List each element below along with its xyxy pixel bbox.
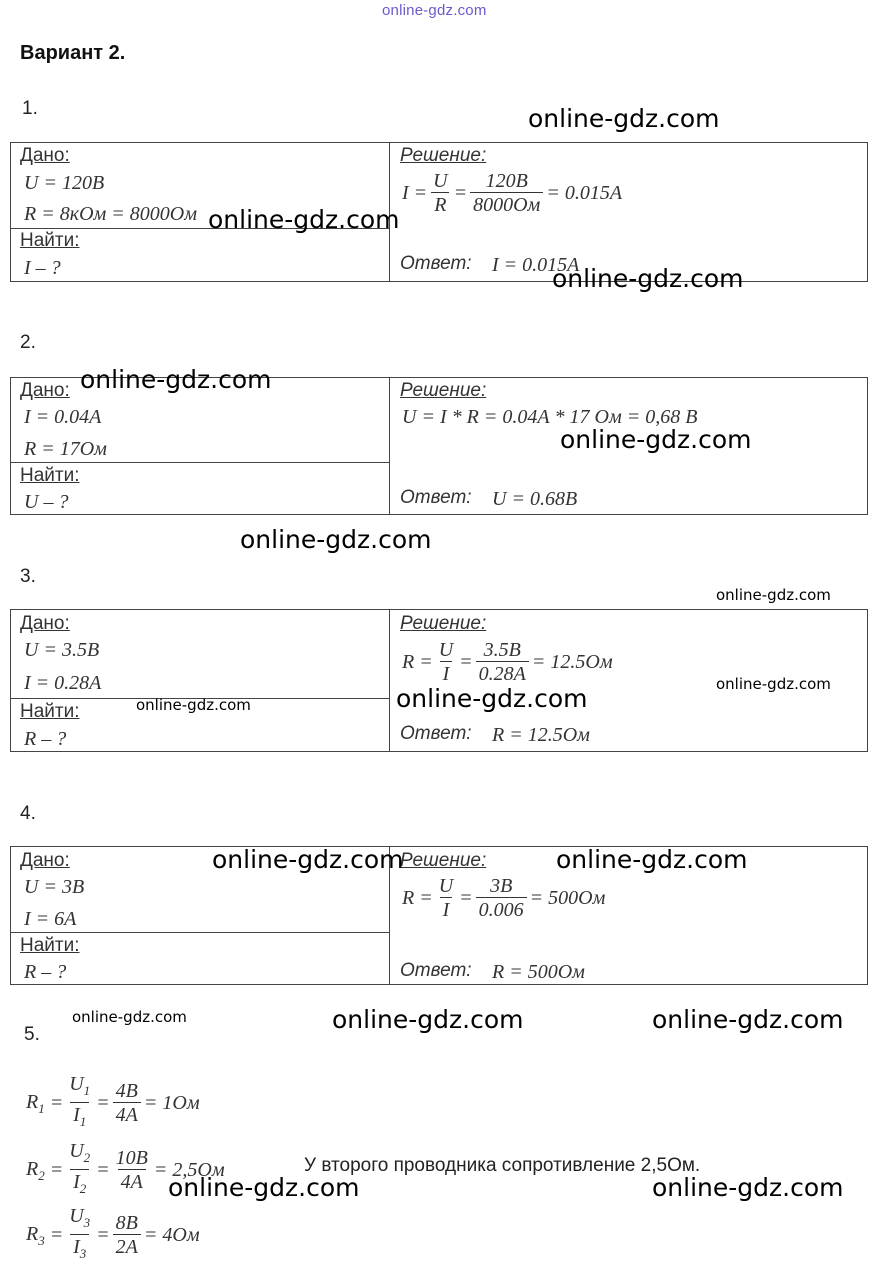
given-value: U = 120В — [24, 172, 105, 194]
given-value: R = 17Ом — [24, 438, 107, 460]
find-value: U – ? — [24, 491, 69, 513]
task-number: 4. — [20, 803, 36, 824]
watermark: online-gdz.com — [72, 1008, 187, 1026]
solution-label: Решение: — [400, 380, 487, 401]
watermark: online-gdz.com — [556, 845, 748, 874]
answer-value: I = 0.015А — [492, 254, 580, 276]
answer-value: R = 500Ом — [492, 961, 585, 983]
task-number: 1. — [22, 98, 38, 119]
watermark: online-gdz.com — [652, 1005, 844, 1034]
watermark: online-gdz.com — [716, 586, 831, 604]
solution-formula: U = I * R = 0.04А * 17 Ом = 0,68 В — [402, 406, 698, 428]
given-label: Дано: — [20, 850, 70, 871]
watermark: online-gdz.com — [80, 365, 272, 394]
site-header-link[interactable]: online-gdz.com — [382, 2, 487, 19]
answer-value: U = 0.68В — [492, 488, 578, 510]
formula-r1: $R_1$ = $\frac{U_1}{I_1}$ = $\frac{4В}{4А}$ = 1Ом — [26, 1073, 200, 1134]
find-label: Найти: — [20, 230, 80, 251]
formula-r2: $R_2$ = $\frac{U_2}{I_2}$ = $\frac{10В}{4А}$ = 2,5Ом — [26, 1140, 225, 1201]
given-label: Дано: — [20, 613, 70, 634]
task-number: 2. — [20, 332, 36, 353]
given-value: I = 0.28А — [24, 672, 102, 694]
given-value: U = 3В — [24, 876, 85, 898]
answer-label: Ответ: — [400, 723, 472, 744]
watermark: online-gdz.com — [240, 525, 432, 554]
solution-label: Решение: — [400, 613, 487, 634]
given-label: Дано: — [20, 380, 70, 401]
watermark: online-gdz.com — [528, 104, 720, 133]
given-value: I = 6А — [24, 908, 77, 930]
find-label: Найти: — [20, 935, 80, 956]
solution-formula: R = $\frac{U}{I}$ = $\frac{3.5В}{0.28А}$ = 12.5Ом — [402, 639, 613, 685]
watermark: online-gdz.com — [560, 425, 752, 454]
watermark: online-gdz.com — [552, 264, 744, 293]
find-label: Найти: — [20, 701, 80, 722]
find-value: R – ? — [24, 728, 67, 750]
watermark: online-gdz.com — [332, 1005, 524, 1034]
watermark: online-gdz.com — [168, 1173, 360, 1202]
find-value: R – ? — [24, 961, 67, 983]
solution-label: Решение: — [400, 145, 487, 166]
watermark: online-gdz.com — [716, 675, 831, 693]
watermark: online-gdz.com — [396, 684, 588, 713]
answer-label: Ответ: — [400, 487, 472, 508]
task-number: 5. — [24, 1024, 40, 1045]
find-value: I – ? — [24, 257, 61, 279]
given-value: U = 3.5В — [24, 639, 100, 661]
answer-label: Ответ: — [400, 253, 472, 274]
watermark: online-gdz.com — [136, 696, 251, 714]
solution-label: Решение: — [400, 850, 487, 871]
variant-title: Вариант 2. — [20, 42, 126, 64]
given-value: I = 0.04А — [24, 406, 102, 428]
conclusion-text: У второго проводника сопротивление 2,5Ом. — [304, 1155, 701, 1176]
formula-r3: $R_3$ = $\frac{U_3}{I_3}$ = $\frac{8В}{2А}$ = 4Ом — [26, 1205, 200, 1266]
watermark: online-gdz.com — [212, 845, 404, 874]
task-number: 3. — [20, 566, 36, 587]
given-label: Дано: — [20, 145, 70, 166]
solution-formula: R = $\frac{U}{I}$ = $\frac{3В}{0.006}$ = 500Ом — [402, 875, 606, 921]
find-label: Найти: — [20, 465, 80, 486]
solution-formula: I = $\frac{U}{R}$ = $\frac{120В}{8000Ом}$ = 0.015А — [402, 170, 623, 216]
answer-value: R = 12.5Ом — [492, 724, 590, 746]
given-value: R = 8кОм = 8000Ом — [24, 203, 197, 225]
watermark: online-gdz.com — [652, 1173, 844, 1202]
answer-label: Ответ: — [400, 960, 472, 981]
watermark: online-gdz.com — [208, 205, 400, 234]
